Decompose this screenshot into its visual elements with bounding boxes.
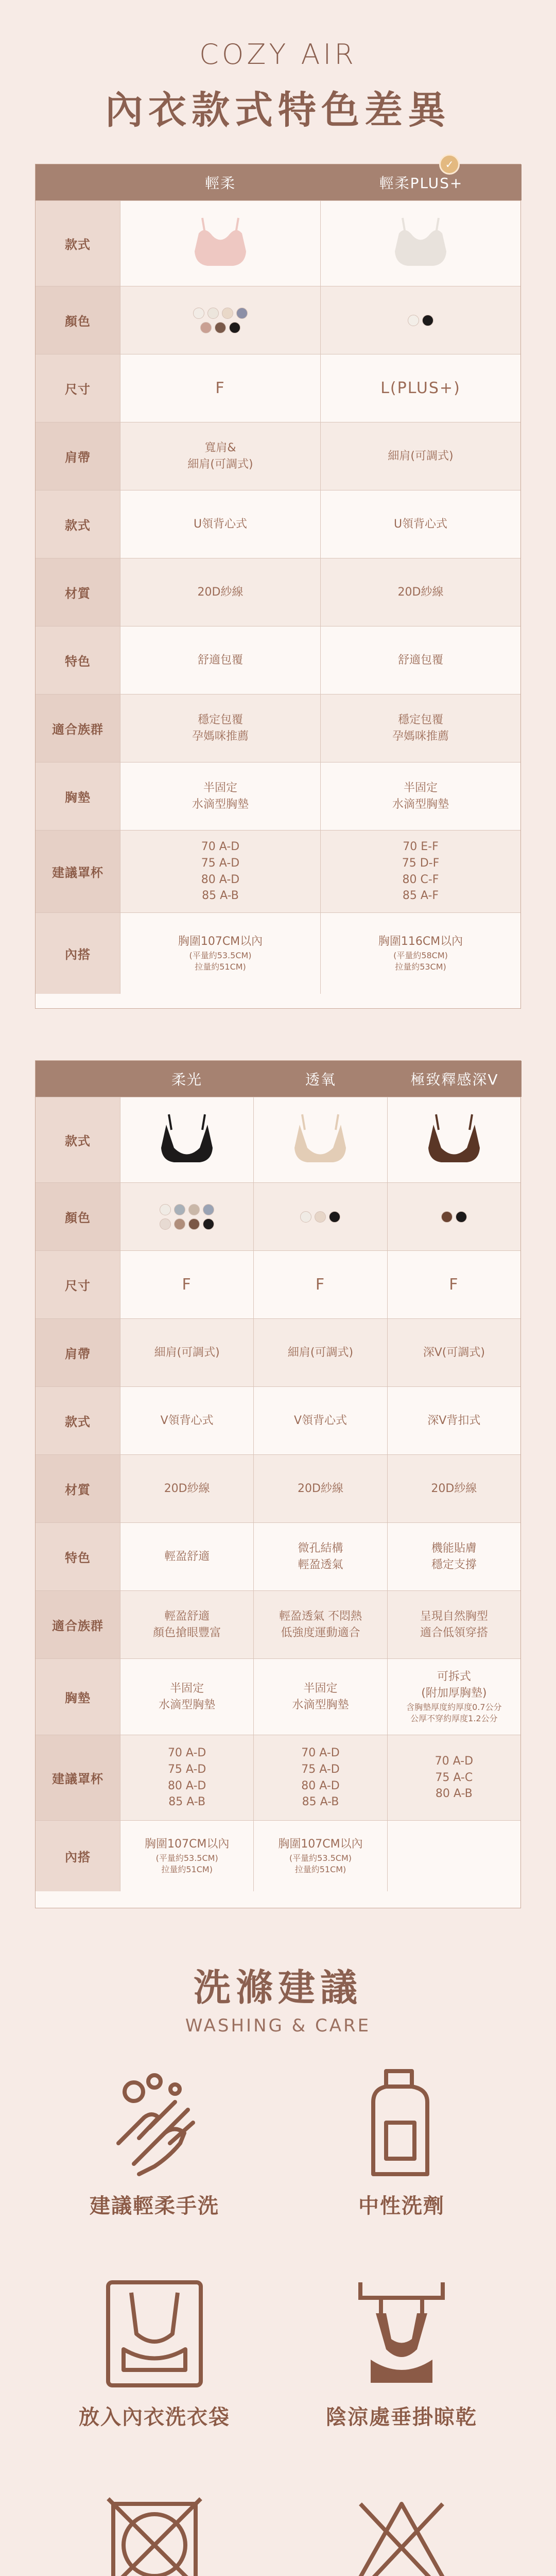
column-header: 輕柔 [120,164,321,200]
table-row [36,830,520,912]
cell-text: 20D紗線 [164,1482,210,1495]
table-cell [120,694,320,762]
color-swatch [174,1204,185,1215]
cell-text: 70 A-D 75 A-D 80 A-D 85 A-B [301,1746,340,1809]
color-swatches [120,1183,253,1250]
color-swatch [207,308,219,319]
cell-text: 細肩(可調式) [287,1346,354,1359]
product-image [120,1097,253,1182]
table-cell [120,1591,253,1658]
color-swatch [422,315,433,326]
color-swatch [300,1211,311,1223]
care-item-laundry-bag [62,2277,247,2430]
row-label: 胸墊 [36,762,120,830]
cell-note: (平量約53.5CM) 拉量約51CM) [189,951,252,972]
cell-note: (平量約53.5CM) 拉量約51CM) [289,1853,352,1875]
color-swatch [200,322,212,333]
header-spacer [36,164,120,200]
color-swatches [253,1183,387,1250]
column-header: 柔光 [120,1061,254,1097]
table-cell [320,626,520,694]
cell-text: 70 A-D 75 A-C 80 A-B [435,1754,474,1801]
row-label: 肩帶 [36,1319,120,1386]
product-image [320,201,520,286]
cell-text: 可拆式 (附加厚胸墊) [421,1670,487,1700]
cell-text: 寬肩& 細肩(可調式) [187,441,253,471]
table-cell [253,1319,387,1386]
care-label: 放入內衣洗衣袋 [79,2405,230,2429]
table-cell [120,490,320,558]
table-cell [387,1523,520,1590]
table-cell [120,1251,253,1318]
cell-text: 舒適包覆 [397,653,443,667]
color-swatch [188,1204,200,1215]
cell-text: F [182,1275,192,1294]
cell-text: L(PLUS+) [380,379,461,397]
table-cell [387,1319,520,1386]
color-swatch [236,308,248,319]
table-cell [120,831,320,912]
table-row [36,1735,520,1820]
table-row [36,1590,520,1658]
table-row [36,422,520,490]
table-cell [387,1251,520,1318]
cell-text: 70 A-D 75 A-D 80 A-D 85 A-B [201,840,240,903]
table-cell [320,422,520,490]
row-label: 顏色 [36,286,120,354]
color-swatch [193,308,204,319]
table-row [36,490,520,558]
table-cell [387,1821,520,1891]
table-row [36,1250,520,1318]
table-cell [320,694,520,762]
page-title: 內衣款式特色差異 [105,88,451,132]
row-label: 款式 [36,1097,120,1182]
color-swatch [222,308,233,319]
cell-text: U領背心式 [193,517,248,531]
color-swatch [441,1211,453,1223]
product-image [387,1097,520,1182]
cell-text: 深V背扣式 [427,1414,481,1427]
laundry-bag-icon [103,2277,206,2391]
cell-text: 20D紗線 [197,585,244,599]
table-cell [120,422,320,490]
cell-text: 半固定 水滴型胸墊 [392,781,449,811]
table-cell [387,1455,520,1522]
cell-text: 穩定包覆 孕媽咪推薦 [392,713,449,743]
product-image [120,201,320,286]
row-label: 款式 [36,1387,120,1454]
row-label: 建議罩杯 [36,831,120,912]
table-cell [320,490,520,558]
table-cell [253,1591,387,1658]
care-label: 陰涼處垂掛晾乾 [326,2405,477,2429]
hang-dry-icon [350,2277,453,2391]
color-swatch [203,1218,214,1230]
cell-text: 20D紗線 [298,1482,343,1495]
cell-text: 機能貼膚 穩定支撐 [431,1541,477,1571]
cell-note: 含胸墊厚度約厚度0.7公分 公厚不穿約厚度1.2公分 [406,1702,502,1724]
column-header: 輕柔PLUS+ [321,164,522,200]
table-cell [320,913,520,994]
cell-text: 半固定 水滴型胸墊 [159,1682,216,1711]
color-swatch [203,1204,214,1215]
cell-text: 20D紗線 [397,585,444,599]
column-header: 透氧 [254,1061,388,1097]
color-swatch [329,1211,340,1223]
table-cell [253,1735,387,1820]
cell-text: F [315,1275,326,1294]
color-swatches [120,286,320,354]
hand-wash-icon [103,2066,206,2179]
table-row [36,1097,520,1182]
cell-note: (平量約58CM) 拉量約53CM) [393,951,448,972]
table-cell [120,354,320,422]
cell-text: F [449,1275,459,1294]
row-label: 款式 [36,201,120,286]
color-swatch [215,322,226,333]
no-tumble-dry-icon [103,2494,206,2576]
cell-text: 微孔結構 輕盈透氣 [298,1541,343,1571]
row-label: 材質 [36,558,120,626]
header-spacer [36,1061,120,1097]
table-cell [253,1387,387,1454]
table-cell [120,1659,253,1735]
table-row [36,1386,520,1454]
cell-note: (平量約53.5CM) 拉量約51CM) [155,1853,218,1875]
table-row [36,762,520,830]
cell-text: 細肩(可調式) [388,449,454,463]
table-cell [253,1659,387,1735]
care-item-no-tumble-dry [62,2494,247,2576]
color-swatch [160,1204,171,1215]
cell-text: 20D紗線 [431,1482,477,1495]
care-item-hand-wash [62,2066,247,2219]
cell-text: 細肩(可調式) [154,1346,220,1359]
care-label: 中性洗劑 [358,2194,445,2218]
row-label: 材質 [36,1455,120,1522]
product-image [253,1097,387,1182]
care-title: 洗滌建議 [193,1966,362,2009]
table-row [36,1820,520,1891]
row-label: 適合族群 [36,694,120,762]
row-label: 款式 [36,490,120,558]
table-row [36,286,520,354]
table-cell [320,831,520,912]
table-cell [120,1387,253,1454]
cell-text: 70 E-F 75 D-F 80 C-F 85 A-F [402,840,440,903]
comparison-table-1 [35,158,521,1009]
color-swatch [188,1218,200,1230]
table-row [36,626,520,694]
cell-text: U領背心式 [393,517,448,531]
table-cell [387,1591,520,1658]
table-row [36,1182,520,1250]
table-cell [387,1387,520,1454]
cell-text: 胸圍107CM以內 [278,1838,363,1851]
cell-text: 穩定包覆 孕媽咪推薦 [192,713,249,743]
cell-text: V領背心式 [293,1414,348,1427]
brand-name: COZY AIR [199,38,357,71]
table-row [36,912,520,994]
color-swatch [408,315,419,326]
table-row [36,1318,520,1386]
color-swatch [229,322,240,333]
row-label: 適合族群 [36,1591,120,1658]
table-cell [387,1659,520,1735]
row-label: 特色 [36,626,120,694]
row-label: 內搭 [36,913,120,994]
table-cell [320,354,520,422]
column-header: 極致釋感深V [388,1061,522,1097]
detergent-icon [350,2066,453,2179]
color-swatches [387,1183,520,1250]
cell-text: 輕盈舒適 [164,1550,210,1563]
cell-text: 輕盈舒適 顏色搶眼豐富 [153,1609,221,1639]
color-swatch [456,1211,467,1223]
table-cell [120,1455,253,1522]
cell-text: V領背心式 [160,1414,214,1427]
table-cell [120,762,320,830]
comparison-table-2 [35,1060,521,1908]
no-bleach-icon [345,2494,458,2576]
table-cell [120,1735,253,1820]
cell-text: 呈現自然胸型 適合低領穿搭 [420,1609,488,1639]
care-item-no-bleach [309,2494,494,2576]
row-label: 特色 [36,1523,120,1590]
row-label: 內搭 [36,1821,120,1891]
row-label: 建議罩杯 [36,1735,120,1820]
table-cell [320,558,520,626]
care-section [0,1958,556,2036]
cell-text: 胸圍107CM以內 [144,1838,230,1851]
table-cell [120,558,320,626]
table-row [36,1454,520,1522]
row-label: 顏色 [36,1183,120,1250]
color-swatch [174,1218,185,1230]
row-label: 尺寸 [36,354,120,422]
cell-text: 輕盈透氣 不悶熱 低強度運動適合 [279,1609,362,1639]
care-item-hang-dry [309,2277,494,2430]
table-cell [387,1735,520,1820]
color-swatches [320,286,520,354]
care-subtitle: WASHING & CARE [185,2015,371,2036]
cell-text: 半固定 水滴型胸墊 [292,1682,349,1711]
care-item-detergent [309,2066,494,2219]
table-row [36,694,520,762]
row-label: 肩帶 [36,422,120,490]
table-row [36,354,520,422]
check-badge-icon: ✓ [439,154,460,175]
cell-text: 胸圍107CM以內 [178,935,263,948]
table-cell [120,1523,253,1590]
table-cell [120,913,320,994]
table-row [36,200,520,286]
row-label: 胸墊 [36,1659,120,1735]
table-cell [253,1455,387,1522]
cell-text: 70 A-D 75 A-D 80 A-D 85 A-B [167,1746,206,1809]
cell-text: F [215,379,225,397]
row-label: 尺寸 [36,1251,120,1318]
cell-text: 半固定 水滴型胸墊 [192,781,249,811]
table-cell [253,1523,387,1590]
table-cell [120,1319,253,1386]
care-label: 建議輕柔手洗 [90,2194,219,2218]
table-cell [120,1821,253,1891]
color-swatch [160,1218,171,1230]
table-cell [120,626,320,694]
table-cell [253,1251,387,1318]
table-cell [253,1821,387,1891]
table-cell [320,762,520,830]
table-row [36,1522,520,1590]
table-row [36,558,520,626]
header [0,0,556,134]
cell-text: 胸圍116CM以內 [378,935,463,948]
table-row [36,1658,520,1735]
cell-text: 舒適包覆 [197,653,243,667]
cell-text: 深V(可調式) [423,1346,485,1359]
color-swatch [315,1211,326,1223]
